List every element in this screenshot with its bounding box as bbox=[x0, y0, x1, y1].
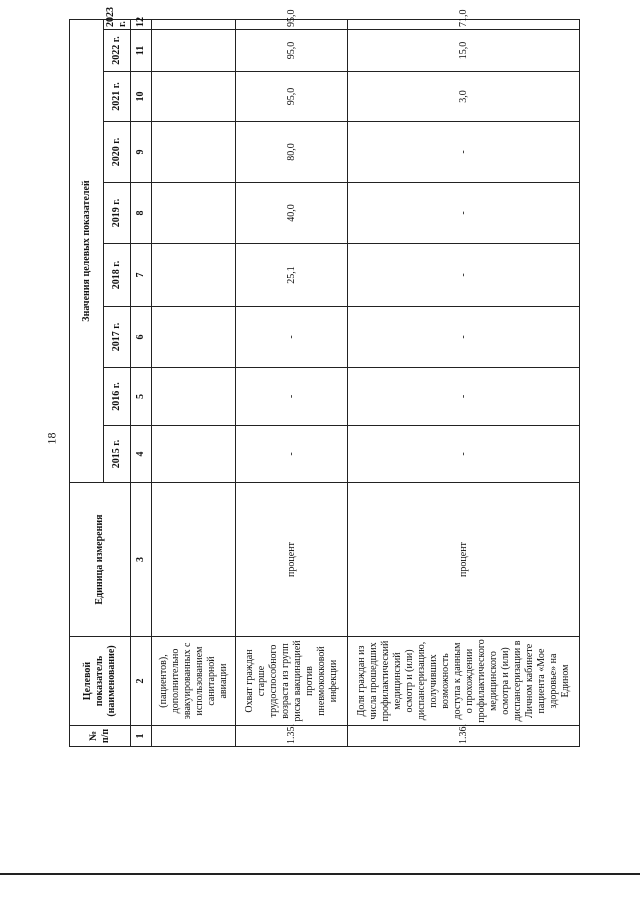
row-value: 95,0 bbox=[236, 72, 348, 122]
header-year: 2019 г. bbox=[104, 183, 131, 244]
column-number: 9 bbox=[131, 122, 152, 183]
row-value: - bbox=[348, 183, 580, 244]
row-value bbox=[152, 183, 236, 244]
row-indicator: Охват граждан старше трудоспособного возраста из групп риска вакцинацией против пневмококковой инфекции bbox=[236, 637, 348, 726]
page-number: 18 bbox=[44, 432, 59, 445]
footer-rule bbox=[0, 873, 640, 875]
header-indicator: Целевой показатель (наименование) bbox=[70, 637, 131, 726]
table-row bbox=[348, 19, 580, 746]
row-value: 40,0 bbox=[236, 183, 348, 244]
header-col-no: № п/п bbox=[70, 726, 131, 747]
column-number: 2 bbox=[131, 637, 152, 726]
column-number: 11 bbox=[131, 30, 152, 72]
column-number: 6 bbox=[131, 307, 152, 368]
header-unit: Единица измерения bbox=[70, 483, 131, 637]
row-value bbox=[152, 244, 236, 307]
row-value: 15,0 bbox=[348, 30, 580, 72]
header-year: 2018 г. bbox=[104, 244, 131, 307]
header-year: 2016 г. bbox=[104, 368, 131, 426]
rotated-table-container bbox=[69, 7, 579, 747]
header-year: 2022 г. bbox=[104, 30, 131, 72]
row-value bbox=[152, 426, 236, 483]
row-value: 95,0 bbox=[236, 30, 348, 72]
row-value: - bbox=[348, 244, 580, 307]
column-number: 1 bbox=[131, 726, 152, 747]
table-row bbox=[152, 19, 236, 746]
row-number bbox=[152, 726, 236, 747]
column-number: 5 bbox=[131, 368, 152, 426]
row-unit: процент bbox=[236, 483, 348, 637]
row-value: - bbox=[236, 307, 348, 368]
column-number: 8 bbox=[131, 183, 152, 244]
target-indicators-table bbox=[69, 7, 580, 747]
row-unit bbox=[152, 483, 236, 637]
row-value: - bbox=[236, 426, 348, 483]
row-value bbox=[152, 19, 236, 29]
header-year: 2021 г. bbox=[104, 72, 131, 122]
row-value: 71,0 bbox=[348, 19, 580, 29]
row-value bbox=[152, 368, 236, 426]
column-number: 3 bbox=[131, 483, 152, 637]
row-value: - bbox=[348, 122, 580, 183]
header-year: 2020 г. bbox=[104, 122, 131, 183]
column-number: 7 bbox=[131, 244, 152, 307]
column-number: 12 bbox=[131, 19, 152, 29]
header-values-group: Значения целевых показателей bbox=[70, 19, 104, 482]
row-value: - bbox=[348, 368, 580, 426]
row-value: 80,0 bbox=[236, 122, 348, 183]
row-value: 25,1 bbox=[236, 244, 348, 307]
column-number: 10 bbox=[131, 72, 152, 122]
row-number: 1.35. bbox=[236, 726, 348, 747]
row-number: 1.36. bbox=[348, 726, 580, 747]
row-value bbox=[152, 122, 236, 183]
row-unit: процент bbox=[348, 483, 580, 637]
header-year: 2017 г. bbox=[104, 307, 131, 368]
row-value: - bbox=[348, 426, 580, 483]
row-value: 95,0 bbox=[236, 19, 348, 29]
row-value: - bbox=[348, 307, 580, 368]
table-row bbox=[236, 19, 348, 746]
row-value bbox=[152, 30, 236, 72]
row-indicator: Доля граждан из числа прошедших профилактический медицинский осмотр и (или) диспансеризацию, получивших возможность доступа к данным о прохождении профилактического медицинского осмотра и (или) диспансеризации в Личном кабинете пациента «Мое здоровье» на Едином bbox=[348, 637, 580, 726]
row-value bbox=[152, 307, 236, 368]
row-value: - bbox=[236, 368, 348, 426]
row-value: 3,0 bbox=[348, 72, 580, 122]
column-number: 4 bbox=[131, 426, 152, 483]
row-value bbox=[152, 72, 236, 122]
rotated-table-wrapper bbox=[69, 7, 579, 747]
header-year: 2023 г. bbox=[104, 19, 131, 29]
header-year: 2015 г. bbox=[104, 426, 131, 483]
row-indicator: (пациентов), дополнительно эвакуированных с использованием санитарной авиации bbox=[152, 637, 236, 726]
